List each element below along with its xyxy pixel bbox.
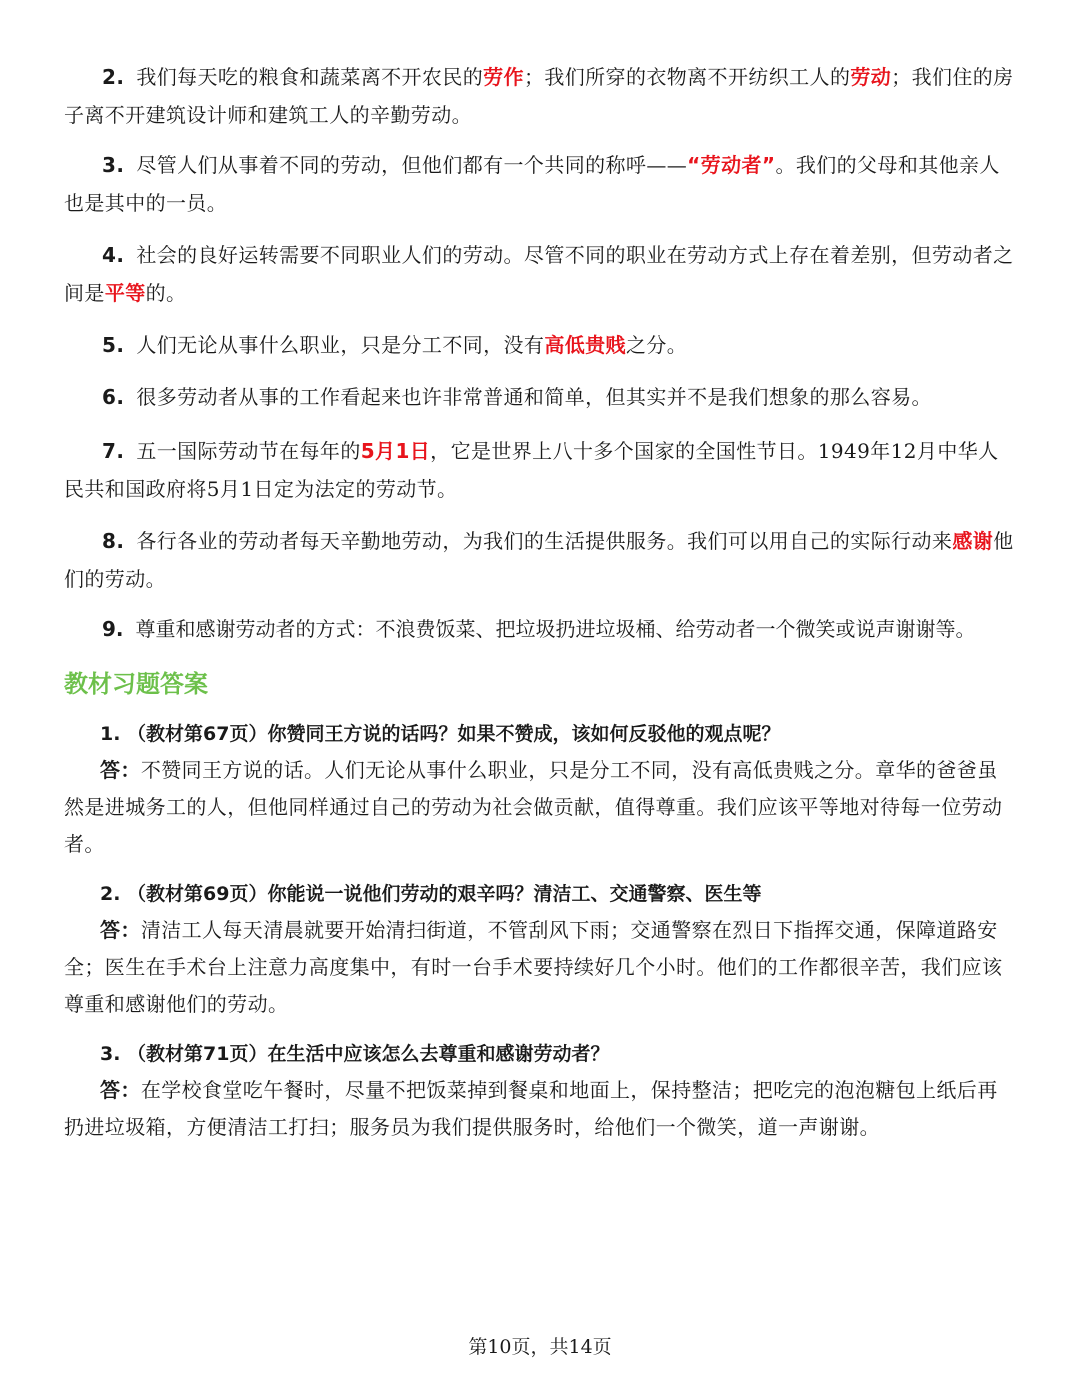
point-6	[64, 378, 1014, 416]
point-text: 我们每天吃的粮食和蔬菜离不开农民的	[136, 65, 484, 89]
point-text: 尊重和感谢劳动者的方式：不浪费饭菜、把垃圾扔进垃圾桶、给劳动者一个微笑或说声谢谢等。	[135, 617, 976, 641]
highlight-term: 高低贵贱	[544, 333, 626, 357]
highlight-term: 劳动	[850, 65, 892, 89]
point-7	[64, 432, 1014, 508]
point-text: 各行各业的劳动者每天辛勤地劳动，为我们的生活提供服务。我们可以用自己的实际行动来	[136, 529, 953, 553]
answer-text: 清洁工人每天清晨就要开始清扫街道，不管刮风下雨；交通警察在烈日下指挥交通，保障道路安全；医生在手术台上注意力高度集中，有时一台手术要持续好几个小时。他们的工作都很辛苦，我们应该尊重和感谢他们的劳动。	[64, 918, 1003, 1016]
point-number: 5.	[102, 333, 125, 357]
highlight-term: 平等	[104, 281, 146, 305]
point-9	[64, 610, 1029, 648]
highlight-term: 感谢	[952, 529, 994, 553]
point-text: 的。	[145, 281, 187, 305]
question-3: 3. （教材第71页）在生活中应该怎么去尊重和感谢劳动者？	[100, 1043, 610, 1065]
point-8	[64, 522, 1014, 598]
answer-label: 答：	[100, 918, 141, 942]
answer-2	[64, 912, 1014, 1023]
point-5	[64, 326, 1014, 364]
point-number: 4.	[102, 243, 125, 267]
page-footer: 第10页，共14页	[468, 1336, 612, 1358]
point-2	[64, 58, 1014, 134]
point-text: 人们无论从事什么职业，只是分工不同，没有	[136, 333, 545, 357]
point-text: 五一国际劳动节在每年的	[136, 439, 361, 463]
answer-text: 在学校食堂吃午餐时，尽量不把饭菜掉到餐桌和地面上，保持整洁；把吃完的泡泡糖包上纸后再扔进垃圾箱，方便清洁工打扫；服务员为我们提供服务时，给他们一个微笑，道一声谢谢。	[64, 1078, 998, 1139]
question-2: 2. （教材第69页）你能说一说他们劳动的艰辛吗？清洁工、交通警察、医生等	[100, 883, 762, 905]
answer-3	[64, 1072, 1014, 1146]
answer-1	[64, 752, 1014, 863]
point-text: 之分。	[625, 333, 688, 357]
point-text: ，它是世界上八十多个国家的全国性节日。1949年12月中华人民共和国政府将5月1日定为法定的劳动节。	[64, 439, 999, 501]
answer-label: 答：	[100, 758, 141, 782]
point-text: 尽管人们从事着不同的劳动，但他们都有一个共同的称呼——	[136, 153, 688, 177]
highlight-term: 5月1日	[360, 439, 431, 463]
point-text: ；我们住的房子离不开建筑设计师和建筑工人的辛勤劳动。	[64, 65, 1014, 127]
answer-label: 答：	[100, 1078, 141, 1102]
point-text: 他们的劳动。	[64, 529, 1014, 591]
highlight-term: 劳作	[483, 65, 524, 89]
point-text: 社会的良好运转需要不同职业人们的劳动。尽管不同的职业在劳动方式上存在着差别，但劳动者之间是	[64, 243, 1014, 305]
point-number: 9.	[102, 617, 124, 641]
point-text: 很多劳动者从事的工作看起来也许非常普通和简单，但其实并不是我们想象的那么容易。	[136, 385, 932, 409]
answer-text: 不赞同王方说的话。人们无论从事什么职业，只是分工不同，没有高低贵贱之分。章华的爸爸虽然是进城务工的人，但他同样通过自己的劳动为社会做贡献，值得尊重。我们应该平等地对待每一位劳动者。	[64, 758, 1003, 856]
highlight-term: “劳动者”	[687, 153, 776, 177]
section-title: 教材习题答案	[64, 670, 208, 698]
point-text: 。我们的父母和其他亲人也是其中的一员。	[64, 153, 1000, 215]
point-number: 8.	[102, 529, 125, 553]
point-number: 7.	[102, 439, 125, 463]
point-number: 2.	[102, 65, 125, 89]
question-1: 1. （教材第67页）你赞同王方说的话吗？如果不赞成，该如何反驳他的观点呢？	[100, 723, 781, 745]
point-3	[64, 146, 1014, 222]
point-number: 3.	[102, 153, 125, 177]
point-4	[64, 236, 1014, 312]
point-text: ；我们所穿的衣物离不开纺织工人的	[523, 65, 851, 89]
point-number: 6.	[102, 385, 125, 409]
